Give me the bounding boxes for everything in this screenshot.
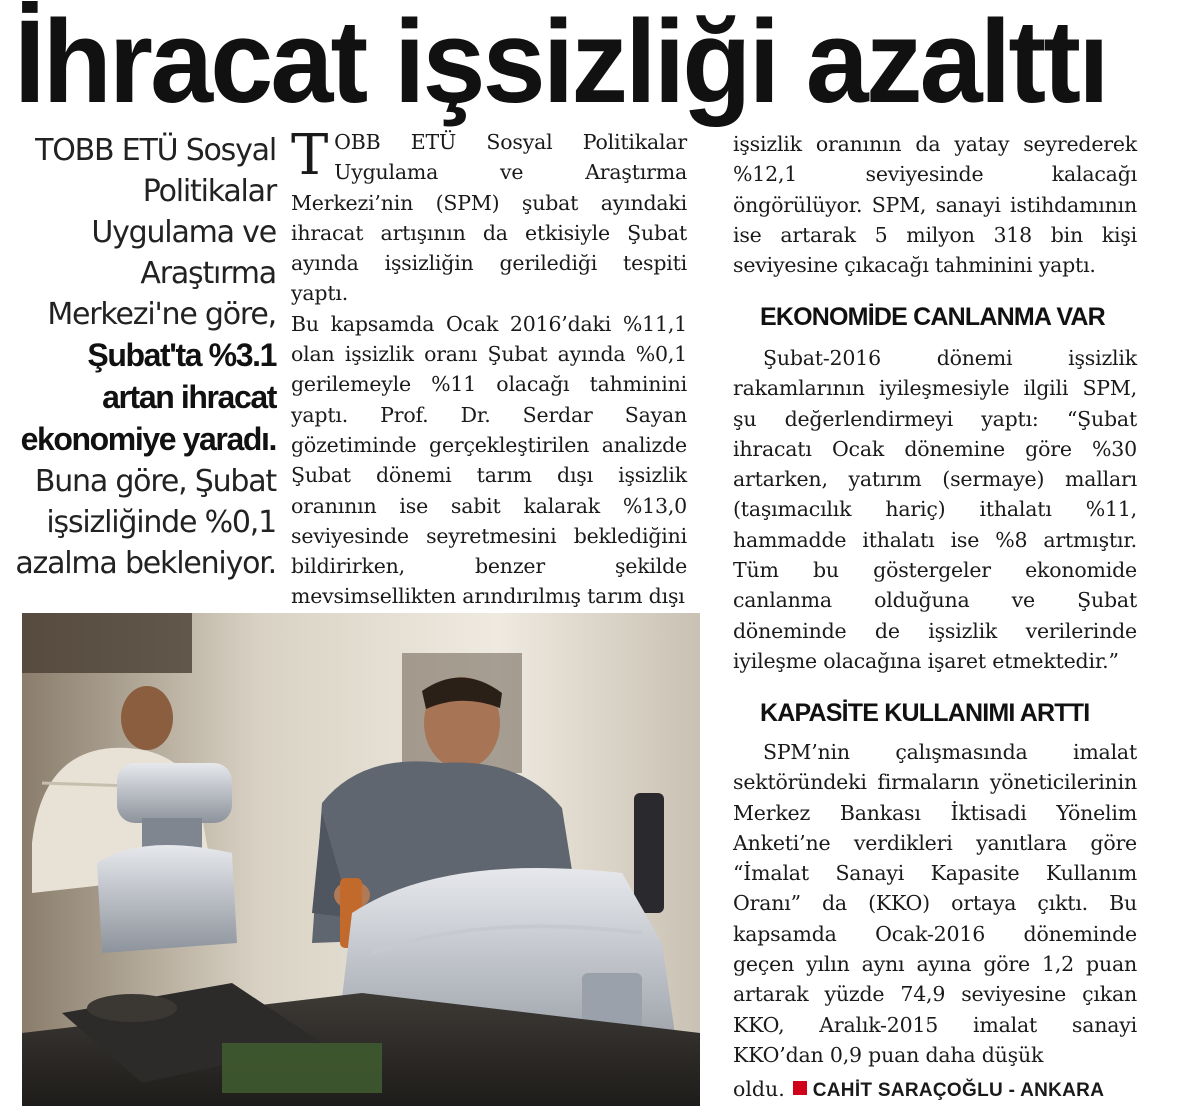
subheading-economy: EKONOMİDE CANLANMA VAR xyxy=(760,303,1105,331)
article-paragraph-1: OBB ETÜ Sosyal Politikalar Uygulama ve Araştırma Merkezi’nin (SPM) şubat ayındaki ihracat artışının da etkisiyle Şubat ayında işsizliğin gerilediği tespiti yaptı. xyxy=(291,130,687,306)
headline: İhracat işsizliği azalttı xyxy=(14,0,1107,128)
article-paragraph-4: Şubat-2016 dönemi işsizlik rakamlarının iyileşmesiyle ilgili SPM, şu değerlendirmeyi yaptı: “Şubat ihracatı Ocak dönemine göre %30 artarken, yatırım (sermaye) malları (taşımacılık hariç) ithalatı %11, hammadde ithalatı ise %8 artmıştır. Tüm bu göstergeler ekonomide canlanma olduğuna ve Şubat döneminde de işsizlik verilerinde iyileşme olacağına işaret etmektedir.” xyxy=(733,346,1137,673)
article-paragraph-5-end: oldu. xyxy=(733,1077,785,1101)
article-column-1 xyxy=(291,123,687,612)
subheading-capacity: KAPASİTE KULLANIMI ARTTI xyxy=(760,699,1090,727)
article-column-2-top xyxy=(733,129,1137,280)
lead-summary xyxy=(14,130,276,584)
article-paragraph-2: Bu kapsamda Ocak 2016’daki %11,1 olan işsizlik oranı Şubat ayında %0,1 gerilemeyle %11 olacağı tahminini yaptı. Prof. Dr. Serdar Sayan gözetiminde gerçekleştirilen analizde Şubat dönemi tarım dışı işsizlik oranının ise sabit kalarak %13,0 seviyesinde seyretmesini beklediğini bildirirken, benzer şekilde mevsimsellikten arındırılmış tarım dışı xyxy=(291,311,687,609)
byline xyxy=(733,1074,1137,1106)
article-photo xyxy=(22,613,700,1106)
author-name: CAHİT SARAÇOĞLU - ANKARA xyxy=(812,1080,1105,1101)
article-column-2-bottom xyxy=(733,737,1137,1070)
drop-cap: T xyxy=(291,123,329,188)
article-paragraph-3: işsizlik oranının da yatay seyrederek %12,1 seviyesinde kalacağı öngörülüyor. SPM, sanayi istihdamının ise artarak 5 milyon 318 bin kişi seviyesine çıkacağı tahminini yaptı. xyxy=(733,132,1137,278)
article-column-2-middle xyxy=(733,343,1137,676)
lead-bold-text: Şubat'ta %3.1 artan ihracat ekonomiye yaradı. xyxy=(20,337,276,457)
red-square-icon xyxy=(793,1081,807,1095)
lead-text-2: Buna göre, Şubat işsizliğinde %0,1 azalma bekleniyor. xyxy=(15,464,276,581)
article-paragraph-5: SPM’nin çalışmasında imalat sektöründeki firmaların yöneticilerinin Merkez Bankası İktisadi Yönelim Anketi’ne verdikleri yanıtlara göre “İmalat Sanayi Kapasite Kullanım Oranı” da (KKO) ortaya çıktı. Bu kapsamda Ocak-2016 döneminde geçen yılın aynı ayına göre 1,2 puan artarak yüzde 74,9 seviyesine çıkan KKO, Aralık-2015 imalat sanayi KKO’dan 0,9 puan daha düşük xyxy=(733,740,1137,1067)
lead-text-1: TOBB ETÜ Sosyal Politikalar Uygulama ve Araştırma Merkezi'ne göre, xyxy=(35,133,276,332)
